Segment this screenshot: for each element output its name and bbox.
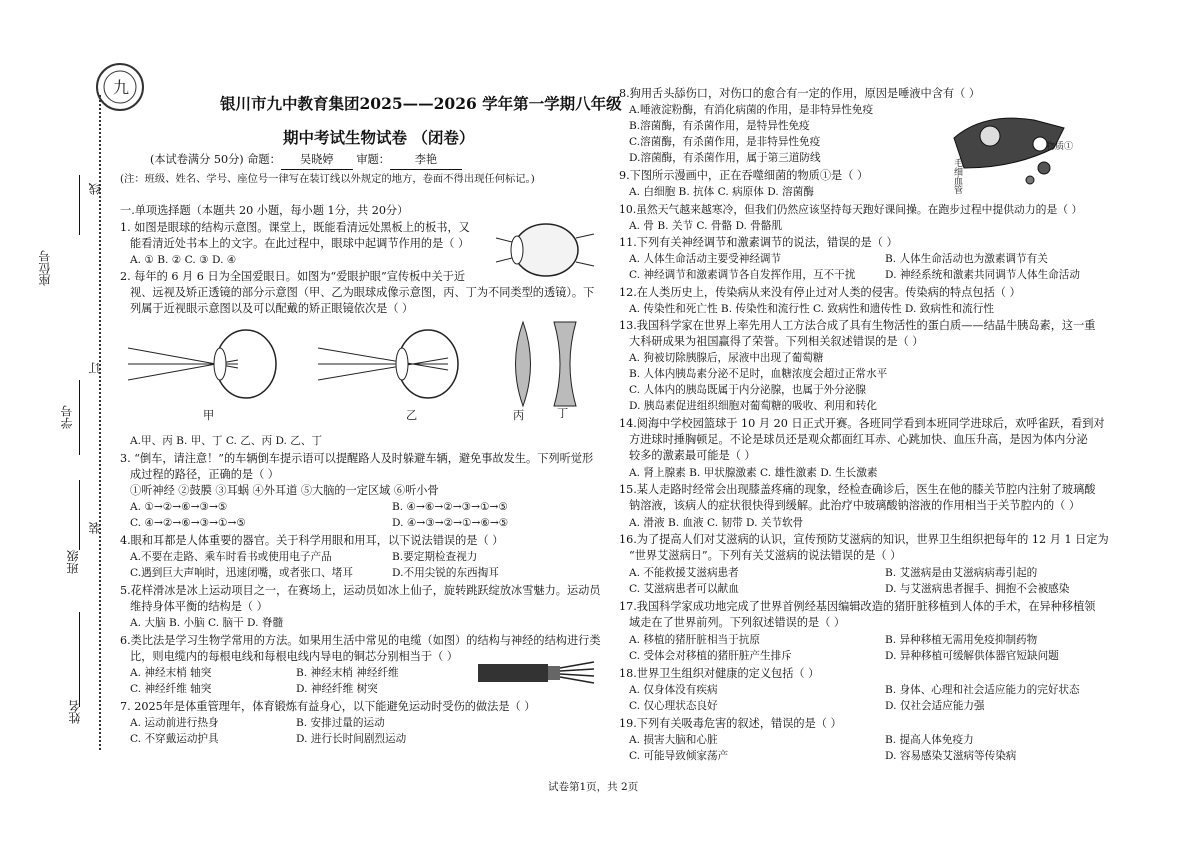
q2-line2: 视、远视及矫正透镜的部分示意图（甲、乙为眼球成像示意图，丙、丁为不同类型的透镜）。下: [130, 286, 595, 299]
q7-option-d: D. 进行长时间剧烈运动: [296, 733, 407, 745]
q1-line1: 1. 如图是眼球的结构示意图。课堂上，既能看清远处黑板上的板书，又: [120, 221, 470, 234]
q11-option-a: A. 人体生命活动主要受神经调节: [629, 253, 782, 265]
q2-line3: 列属于近视眼示意图以及可以配戴的矫正眼镜依次是（ ）: [130, 302, 414, 315]
q14-options: A. 肾上腺素 B. 甲状腺激素 C. 雄性激素 D. 生长激素: [629, 467, 878, 479]
class-label: 班级: [66, 550, 80, 574]
binding-mark-line: 线: [88, 183, 102, 195]
reviewer-field: 李艳: [390, 152, 462, 170]
cartoon-label-substance: 物质①: [1046, 142, 1074, 152]
figure-label-bing: 丙: [513, 409, 525, 422]
q13-line1: 13.我国科学家在世界上率先用人工方法合成了具有生物活性的蛋白质——结晶牛胰岛素，这一重: [619, 319, 1096, 332]
exam-meta: [150, 152, 462, 170]
q17-option-d: D. 异种移植可缓解供体器官短缺问题: [885, 650, 1059, 662]
q7-stem: 7. 2025年是体重管理年，体育锻炼有益身心，以下能避免运动时受伤的做法是（ ）: [120, 700, 536, 713]
exam-note: (注：班级、姓名、学号、座位号一律写在装订线以外规定的地方，卷面不得出现任何标记。): [120, 173, 535, 185]
q6-line2: 比，则电缆内的每根电线和每根电线内导电的铜芯分别相当于（ ）: [130, 650, 458, 663]
q18-option-a: A. 仅身体没有疾病: [629, 684, 718, 696]
q13-option-c: C. 人体内的胰岛既属于内分泌腺，也属于外分泌腺: [629, 384, 866, 396]
section-heading: 一.单项选择题（本题共 20 小题，每小题 1分，共 20分）: [120, 204, 409, 217]
exam-title-line2: 期中考试生物试卷 （闭卷）: [283, 128, 475, 147]
q6-option-c: C. 神经纤维 轴突: [130, 683, 212, 695]
q16-option-a: A. 不能救援艾滋病患者: [629, 567, 739, 579]
q7-option-c: C. 不穿戴运动护具: [130, 733, 219, 745]
q19-option-b: B. 提高人体免疫力: [885, 734, 974, 746]
q10-options: A. 骨 B. 关节 C. 骨骼 D. 骨骼肌: [629, 220, 783, 232]
q9-options: A. 白细胞 B. 抗体 C. 病原体 D. 溶菌酶: [629, 186, 814, 198]
convex-lens-bing: [508, 320, 538, 408]
q16-option-c: C. 艾滋病患者可以献血: [629, 583, 739, 595]
q18-option-c: C. 仅心理状态良好: [629, 700, 718, 712]
figure-label-jia: 甲: [203, 409, 215, 422]
q17-line2: 域走在了世界前列。下列叙述错误的是（ ）: [629, 616, 846, 629]
q6-option-b: B. 神经末梢 神经纤维: [296, 667, 399, 679]
q19-option-a: A. 损害大脑和心脏: [629, 734, 718, 746]
meta-prefix: (本试卷满分 50分) 命题：: [150, 153, 281, 166]
author-field: 吴晓婷: [281, 152, 353, 170]
q14-line3: 较多的激素最可能是（ ）: [629, 449, 756, 462]
q15-options: A. 滑液 B. 血液 C. 韧带 D. 关节软骨: [629, 517, 804, 529]
reviewer-label: 审题：: [356, 153, 390, 166]
q12-stem: 12.在人类历史上，传染病从来没有停止过对人类的侵害。传染病的特点包括（ ）: [619, 286, 1021, 299]
seat-number-label: 座位号: [38, 250, 52, 286]
q18-stem: 18.世界卫生组织对健康的定义包括（ ）: [619, 667, 820, 680]
eyeball-diagram: [492, 218, 600, 282]
q15-line2: 钠溶液，该病人的症状很快得到缓解。此治疗中玻璃酸钠溶液的作用相当于关节腔内的（ ）: [629, 499, 1081, 512]
q17-option-b: B. 异种移植无需用免疫抑制药物: [885, 634, 1038, 646]
concave-lens-ding: [550, 320, 580, 408]
seat-number-field[interactable]: [79, 175, 80, 235]
q11-option-c: C. 神经调节和激素调节各自发挥作用，互不干扰: [629, 269, 856, 281]
binding-mark-seal: 装: [88, 522, 102, 534]
q2-line1: 2. 每年的 6 月 6 日为全国爱眼日。如图为“爱眼护眼”宣传板中关于近: [120, 270, 466, 283]
q14-line1: 14.阅海中学校园篮球于 10 月 20 日正式开赛。各班同学看到本班同学进球后，欢呼雀跃，看到对: [619, 417, 1105, 430]
q18-option-d: D. 仅社会适应能力强: [885, 700, 985, 712]
q13-line2: 大科研成果为祖国赢得了荣誉。下列相关叙述错误的是（ ）: [629, 335, 924, 348]
q5-line2: 维持身体平衡的结构是（ ）: [130, 600, 268, 613]
q11-stem: 11.下列有关神经调节和激素调节的说法，错误的是（ ）: [619, 236, 898, 249]
q17-option-a: A. 移植的猪肝脏相当于抗原: [629, 634, 760, 646]
exam-title-line1: 银川市九中教育集团2025——2026 学年第一学期八年级: [220, 94, 622, 113]
q14-line2: 方进球时捶胸顿足。不论是球员还是观众都面红耳赤、心跳加快、血压升高，是因为体内分泌: [629, 433, 1088, 446]
q3-option-a: A. ①→②→⑥→③→⑤: [130, 501, 228, 513]
q6-line1: 6.类比法是学习生物学常用的方法。如果用生活中常见的电缆（如图）的结构与神经的结构进行类: [120, 634, 601, 647]
q16-option-d: D. 与艾滋病患者握手、拥抱不会被感染: [885, 583, 1070, 595]
q15-line1: 15.某人走路时经常会出现膝盖疼痛的现象，经检查确诊后，医生在他的膝关节腔内注射了玻璃酸: [619, 483, 1096, 496]
q12-options: A. 传染性和死亡性 B. 传染性和流行性 C. 致病性和遗传性 D. 致病性和流行性: [629, 303, 994, 315]
q5-line1: 5.花样滑冰是冰上运动项目之一，在赛场上，运动员如冰上仙子，旋转跳跃绽放冰雪魅力。运动员: [120, 584, 601, 597]
q3-option-b: B. ④→⑥→②→③→①→⑤: [392, 501, 508, 513]
school-seal-logo: [96, 63, 144, 111]
binding-mark-bind: 订: [88, 362, 102, 374]
q2-options: A.甲、丙 B. 甲、丁 C. 乙、丙 D. 乙、丁: [130, 435, 323, 447]
q4-option-b: B.要定期检查视力: [392, 551, 478, 563]
q17-option-c: C. 受体会对移植的猪肝脏产生排斥: [629, 650, 792, 662]
q8-stem: 8.狗用舌头舔伤口，对伤口的愈合有一定的作用，原因是唾液中含有（ ）: [619, 87, 981, 100]
q19-stem: 19.下列有关吸毒危害的叙述，错误的是（ ）: [619, 717, 842, 730]
name-label: 姓名: [68, 700, 82, 724]
q16-line1: 16.为了提高人们对艾滋病的认识，宣传预防艾滋病的知识，世界卫生组织把每年的 12 月 1 日定为: [619, 533, 1109, 546]
q10-stem: 10.虽然天气越来越寒冷，但我们仍然应该坚持每天跑好课间操。在跑步过程中提供动力的是（ ）: [619, 203, 1083, 216]
q13-option-d: D. 胰岛素促进组织细胞对葡萄糖的吸收、利用和转化: [629, 400, 877, 412]
q13-option-b: B. 人体内胰岛素分泌不足时，血糖浓度会超过正常水平: [629, 368, 888, 380]
q16-line2: “世界艾滋病日”。下列有关艾滋病的说法错误的是（ ）: [629, 549, 902, 562]
figure-label-yi: 乙: [406, 409, 418, 422]
svg-text:九: 九: [113, 78, 130, 97]
q5-options: A. 大脑 B. 小脑 C. 脑干 D. 脊髓: [130, 617, 284, 629]
q9-stem: 9.下图所示漫画中，正在吞噬细菌的物质①是（ ）: [619, 169, 869, 182]
q7-option-a: A. 运动前进行热身: [130, 717, 219, 729]
q11-option-d: D. 神经系统和激素共同调节人体生命活动: [885, 269, 1080, 281]
q8-option-d: D.溶菌酶，有杀菌作用，属于第三道防线: [629, 152, 821, 164]
q16-option-b: B. 艾滋病是由艾滋病病毒引起的: [885, 567, 1038, 579]
hyperopia-eye-diagram-yi: [318, 318, 468, 410]
q7-option-b: B. 安排过量的运动: [296, 717, 385, 729]
myopia-eye-diagram-jia: [128, 318, 278, 410]
cartoon-label-capillary: 毛细血管: [952, 158, 962, 194]
page-footer: 试卷第1页，共 2页: [548, 781, 639, 793]
class-field[interactable]: [79, 480, 80, 550]
q8-option-b: B.溶菌酶，有杀菌作用，是特异性免疫: [629, 120, 810, 132]
q19-option-d: D. 容易感染艾滋病等传染病: [885, 750, 1017, 762]
q8-option-c: C.溶菌酶，有杀菌作用，是非特异性免疫: [629, 136, 821, 148]
electric-cable-image: [478, 660, 596, 686]
q19-option-c: C. 可能导致倾家荡产: [629, 750, 729, 762]
q1-options: A. ① B. ② C. ③ D. ④: [130, 254, 237, 266]
q3-line2: 成过程的路径，正确的是（ ）: [130, 468, 279, 481]
student-id-field[interactable]: [79, 380, 80, 455]
name-field[interactable]: [79, 612, 80, 707]
q4-stem: 4.眼和耳都是人体重要的器官。关于科学用眼和用耳，以下说法错误的是（ ）: [120, 534, 504, 547]
q13-option-a: A. 狗被切除胰腺后，尿液中出现了葡萄糖: [629, 352, 824, 364]
q6-option-d: D. 神经纤维 树突: [296, 683, 378, 695]
student-id-label: 学号: [60, 405, 74, 429]
q1-line2: 能看清近处书本上的文字。在此过程中，眼球中起调节作用的是（ ）: [130, 237, 470, 250]
q4-option-c: C.遇到巨大声响时，迅速闭嘴，或者张口、堵耳: [130, 567, 353, 579]
q8-option-a: A.唾液淀粉酶，有消化病菌的作用，是非特异性免疫: [629, 104, 874, 116]
q3-option-d: D. ④→③→②→①→⑥→⑤: [392, 517, 509, 529]
q3-option-c: C. ④→②→⑥→③→①→⑤: [130, 517, 246, 529]
q18-option-b: B. 身体、心理和社会适应能力的完好状态: [885, 684, 1080, 696]
q11-option-b: B. 人体生命活动也为激素调节有关: [885, 253, 1048, 265]
q4-option-a: A.不要在走路、乘车时看书或使用电子产品: [130, 551, 332, 563]
q4-option-d: D.不用尖锐的东西掏耳: [392, 567, 499, 579]
figure-label-ding: 丁: [557, 407, 569, 420]
q17-line1: 17.我国科学家成功地完成了世界首例经基因编辑改造的猪肝脏移植到人体的手术，在异种移植领: [619, 600, 1096, 613]
q3-line1: 3. “倒车，请注意！”的车辆倒车提示语可以提醒路人及时躲避车辆，避免事故发生。下列听觉形: [120, 452, 594, 465]
q3-items: ①听神经 ②鼓膜 ③耳蜗 ④外耳道 ⑤大脑的一定区域 ⑥听小骨: [130, 484, 439, 497]
q6-option-a: A. 神经末梢 轴突: [130, 667, 212, 679]
